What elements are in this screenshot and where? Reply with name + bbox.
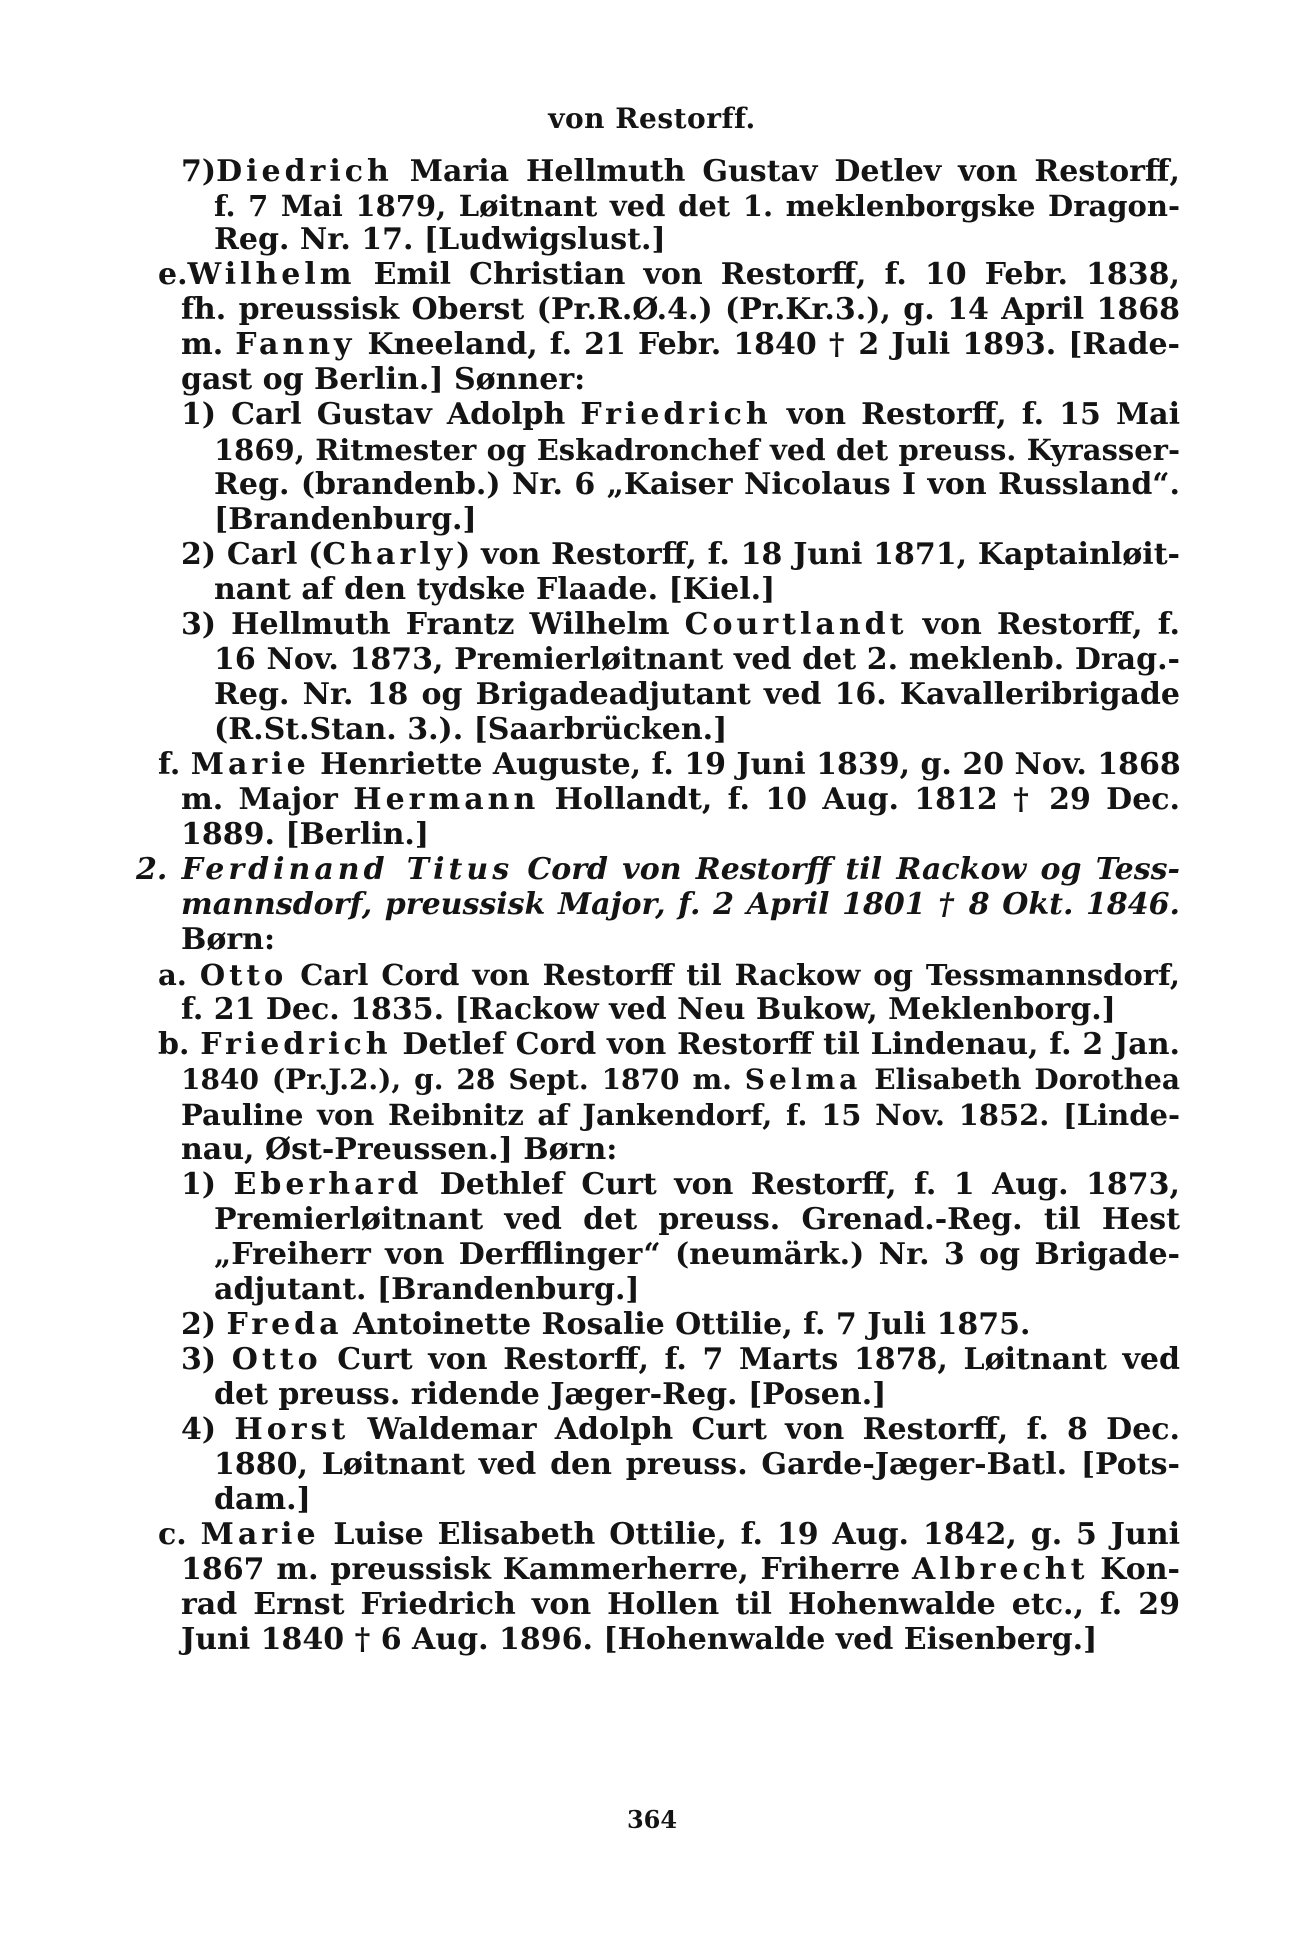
text-line: Reg. (brandenb.) Nr. 6 „Kaiser Nicolaus I von Russland“. (214, 467, 1180, 502)
text-line: [Brandenburg.] (214, 502, 477, 537)
text-line: nant af den tydske Flaade. [Kiel.] (214, 572, 776, 607)
text-line: 7)Diedrich Maria Hellmuth Gustav Detlev von Restorff, (181, 154, 1180, 189)
text-line: nau, Øst-Preussen.] Børn: (181, 1132, 618, 1167)
text-line: 4) Horst Waldemar Adolph Curt von Restorff, f. 8 Dec. (181, 1412, 1181, 1447)
running-head: von Restorff. (548, 102, 756, 135)
text-line: f. 21 Dec. 1835. [Rackow ved Neu Bukow, Meklenborg.] (181, 992, 1116, 1027)
text-line: m. Fanny Kneeland, f. 21 Febr. 1840 † 2 Juli 1893. [Rade- (181, 327, 1180, 362)
text-line: Juni 1840 † 6 Aug. 1896. [Hohenwalde ved Eisenberg.] (181, 1622, 1098, 1657)
text-line: 1840 (Pr.J.2.), g. 28 Sept. 1870 m. Selma Elisabeth Dorothea (181, 1063, 1180, 1096)
text-line: 1880, Løitnant ved den preuss. Garde-Jæger-Batl. [Pots- (214, 1447, 1180, 1482)
text-line: (R.St.Stan. 3.). [Saarbrücken.] (214, 712, 728, 747)
text-line: 16 Nov. 1873, Premierløitnant ved det 2. meklenb. Drag.- (214, 642, 1180, 677)
text-line: adjutant. [Brandenburg.] (214, 1272, 640, 1307)
text-line: a. Otto Carl Cord von Restorff til Rackow og Tessmannsdorf, (158, 958, 1181, 992)
text-line: 1867 m. preussisk Kammerherre, Friherre Albrecht Kon- (181, 1552, 1180, 1587)
text-line: mannsdorf, preussisk Major, f. 2 April 1801 † 8 Okt. 1846. (181, 887, 1180, 922)
text-line: rad Ernst Friedrich von Hollen til Hohenwalde etc., f. 29 (181, 1587, 1180, 1622)
text-line: „Freiherr von Derfflinger“ (neumärk.) Nr. 3 og Brigade- (214, 1237, 1180, 1272)
text-line: 1869, Ritmester og Eskadronchef ved det preuss. Kyrasser- (214, 433, 1180, 467)
text-line: 1) Carl Gustav Adolph Friedrich von Restorff, f. 15 Mai (181, 397, 1180, 432)
text-line: Pauline von Reibnitz af Jankendorf, f. 15 Nov. 1852. [Linde- (181, 1098, 1180, 1132)
text-line: e.Wilhelm Emil Christian von Restorff, f. 10 Febr. 1838, (158, 257, 1180, 292)
text-line: 1) Eberhard Dethlef Curt von Restorff, f. 1 Aug. 1873, (181, 1167, 1180, 1202)
text-line: m. Major Hermann Hollandt, f. 10 Aug. 1812 † 29 Dec. (181, 782, 1180, 817)
text-line: 3) Hellmuth Frantz Wilhelm Courtlandt von Restorff, f. (181, 607, 1180, 642)
text-line: 2) Freda Antoinette Rosalie Ottilie, f. 7 Juli 1875. (181, 1307, 1031, 1342)
page-number: 364 (626, 1805, 678, 1834)
text-line: Reg. Nr. 17. [Ludwigslust.] (214, 222, 666, 257)
text-line: 1889. [Berlin.] (181, 817, 430, 852)
text-line: Reg. Nr. 18 og Brigadeadjutant ved 16. Kavalleribrigade (214, 677, 1180, 712)
text-line: 3) Otto Curt von Restorff, f. 7 Marts 1878, Løitnant ved (181, 1342, 1180, 1377)
text-line: b. Friedrich Detlef Cord von Restorff til Lindenau, f. 2 Jan. (158, 1027, 1180, 1062)
text-line: f. Marie Henriette Auguste, f. 19 Juni 1839, g. 20 Nov. 1868 (158, 747, 1181, 782)
text-line: gast og Berlin.] Sønner: (181, 362, 586, 397)
text-line: c. Marie Luise Elisabeth Ottilie, f. 19 Aug. 1842, g. 5 Juni (158, 1517, 1181, 1552)
text-line: Premierløitnant ved det preuss. Grenad.-Reg. til Hest (214, 1202, 1180, 1237)
text-line: 2. Ferdinand Titus Cord von Restorff til Rackow og Tess- (136, 852, 1180, 887)
text-line: dam.] (214, 1482, 311, 1517)
text-line: Børn: (181, 922, 276, 957)
text-line: fh. preussisk Oberst (Pr.R.Ø.4.) (Pr.Kr.3.), g. 14 April 1868 (181, 292, 1180, 327)
text-line: 2) Carl (Charly) von Restorff, f. 18 Juni 1871, Kaptainløit- (181, 537, 1181, 572)
text-line: det preuss. ridende Jæger-Reg. [Posen.] (214, 1377, 887, 1412)
text-line: f. 7 Mai 1879, Løitnant ved det 1. meklenborgske Dragon- (214, 189, 1180, 223)
